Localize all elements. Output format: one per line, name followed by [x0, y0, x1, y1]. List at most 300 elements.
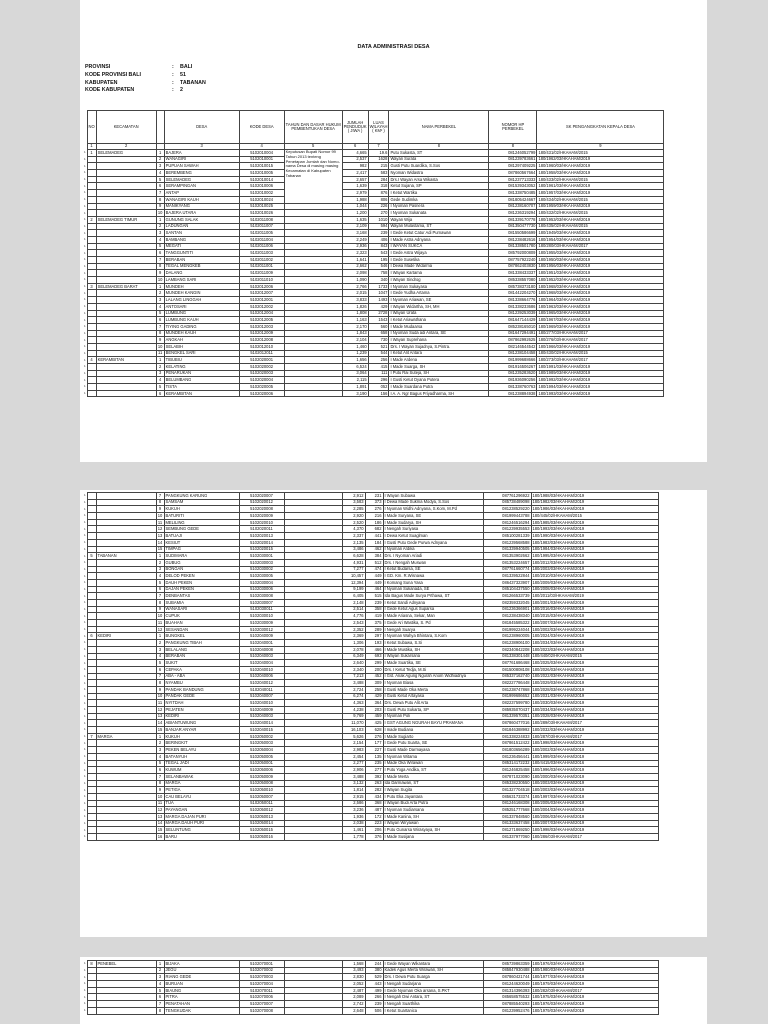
area: 309	[365, 680, 383, 687]
legal-basis	[284, 807, 342, 814]
kode-desa: 5102030003	[239, 559, 284, 566]
kecamatan-name	[96, 559, 156, 566]
population: 2,115	[342, 377, 368, 384]
table-row	[84, 330, 664, 337]
desa-name: CEPAKA	[164, 666, 239, 673]
kode-desa: 5102012010	[239, 343, 284, 350]
row-marker: 1	[84, 586, 86, 591]
table-row	[84, 646, 658, 653]
phone-number: 087860421744	[483, 974, 531, 981]
kode-desa: 5102010015	[239, 163, 284, 170]
row-marker: 1	[84, 170, 86, 175]
kecamatan-name	[96, 377, 156, 384]
phone-number: 081236319294	[489, 210, 537, 217]
row-marker: 1	[84, 774, 86, 779]
table-row	[84, 967, 658, 974]
area: 186	[365, 519, 383, 526]
perbekel-name: I Made Mudaarsa	[389, 323, 489, 330]
phone-number: 085738373180	[489, 283, 537, 290]
sk-number: 180/1993/03/HKAHAM/2019	[537, 390, 664, 397]
desa-name: TEGAL MENGKEB	[164, 263, 239, 270]
kecamatan-name	[96, 626, 156, 633]
desa-name: RIANG GEDE	[164, 974, 239, 981]
area: 464	[365, 586, 383, 593]
kecamatan-name	[96, 310, 156, 317]
population: 2,520	[342, 519, 365, 526]
perbekel-name: I Ketut Ariawathana	[389, 317, 489, 324]
legal-basis	[284, 586, 342, 593]
kode-desa: 5102011006	[239, 243, 284, 250]
phone-number: 081238482616	[489, 236, 537, 243]
row-marker: 1	[84, 290, 86, 295]
kecamatan-number	[87, 1007, 96, 1014]
kecamatan-number: 5	[87, 553, 96, 560]
row-marker: 1	[84, 560, 86, 565]
area: 052	[368, 384, 389, 391]
perbekel-name: I Made Ariasna, Sekar, Man	[383, 613, 483, 620]
table-row	[84, 693, 658, 700]
perbekel-name: I Nyoman Wahya Bhintara, S.Kom	[383, 633, 483, 640]
perbekel-name: I Made Sudarya, SH	[383, 519, 483, 526]
desa-number: 5	[156, 987, 164, 994]
sk-number: 180/433/02/HKAHAM/2015	[537, 176, 664, 183]
kode-desa: 5102010001	[239, 156, 284, 163]
area: 843	[368, 243, 389, 250]
perbekel-name: Nyoman Widastra	[389, 170, 489, 177]
phone-number: 085847930488	[483, 967, 531, 974]
kecamatan-name	[96, 686, 156, 693]
legal-basis	[284, 820, 342, 827]
table-row	[84, 1007, 658, 1014]
sk-number: 180/2009/03/HKAHAM/2019	[531, 579, 658, 586]
table-row	[84, 196, 664, 203]
phone-number: 082227786448	[483, 680, 531, 687]
kecamatan-number	[87, 297, 96, 304]
perbekel-name: I Komang Suna Yasa	[383, 579, 483, 586]
perbekel-name: Ida Bagus Made Surya Prthawa, ST	[383, 593, 483, 600]
row-marker: 1	[84, 506, 86, 511]
legal-basis	[284, 780, 342, 787]
row-marker: 1	[84, 620, 86, 625]
kode-desa: 5102030007	[239, 600, 284, 607]
table-row	[84, 317, 664, 324]
population: 2,742	[342, 1001, 365, 1008]
row-marker: 1	[84, 197, 86, 202]
perbekel-name: I Nyoman Witama	[383, 753, 483, 760]
kecamatan-name	[96, 834, 156, 841]
kecamatan-name	[96, 539, 156, 546]
kecamatan-name	[96, 747, 156, 754]
kode-desa: 5102040008	[239, 646, 284, 653]
desa-name: PUPUAN SAWAH	[164, 163, 239, 170]
desa-name: TUA	[164, 800, 239, 807]
desa-name: DENBANTAS	[164, 593, 239, 600]
desa-name: KESIUT	[164, 539, 239, 546]
kode-desa: 5102011004	[239, 236, 284, 243]
kode-desa: 5102011010	[239, 277, 284, 284]
population: 1,778	[342, 834, 365, 841]
table-row	[84, 243, 664, 250]
sk-number: 180/2012/03/HKAHAM/2019	[531, 559, 658, 566]
row-marker: 1	[84, 800, 86, 805]
row-marker: 1	[84, 607, 86, 612]
kecamatan-number	[87, 773, 96, 780]
meta-label: KODE PROVINSI BALI	[85, 71, 141, 78]
phone-number: 081246168308	[483, 800, 531, 807]
table-row	[84, 593, 658, 600]
area: 682	[365, 526, 383, 533]
kecamatan-name	[96, 820, 156, 827]
perbekel-name: I Wayan Wiryawan	[383, 820, 483, 827]
table-row	[84, 700, 658, 707]
desa-name: BELALANG	[164, 646, 239, 653]
legal-basis	[284, 787, 342, 794]
phone-number: 081239952476	[483, 1007, 531, 1014]
kode-desa: 5102050016	[239, 834, 284, 841]
table-row	[84, 337, 664, 344]
sk-number: 180/1998/03/HKAHAM/2019	[531, 740, 658, 747]
kecamatan-number	[87, 370, 96, 377]
kecamatan-name	[96, 707, 156, 714]
sk-number: 180/1966/03/HKAHAM/2019	[537, 343, 664, 350]
table-row	[84, 613, 658, 620]
legal-basis	[284, 686, 342, 693]
area: 235	[365, 760, 383, 767]
legal-basis	[284, 377, 342, 384]
area: 266	[365, 994, 383, 1001]
desa-name: PANGKUNG KARUNG	[164, 493, 239, 500]
kecamatan-number	[87, 620, 96, 627]
legal-basis	[284, 499, 342, 506]
column-number: 5	[284, 144, 342, 150]
row-marker: 1	[84, 526, 86, 531]
perbekel-name: I Nyoman Ardika	[383, 546, 483, 553]
sk-number: 180/432/02/HKAHAM/2015	[537, 210, 664, 217]
kecamatan-name	[96, 263, 156, 270]
desa-number: 14	[157, 720, 163, 726]
desa-name: SAMSAM	[164, 499, 239, 506]
legal-basis	[284, 727, 342, 734]
population: 3,833	[342, 297, 368, 304]
table-row	[84, 760, 658, 767]
phone-number: 081999443788	[483, 513, 531, 520]
population: 1,460	[342, 343, 368, 350]
perbekel-name: I Ketut Budarsa, SE	[383, 566, 483, 573]
kode-desa: 5102020011	[239, 526, 284, 533]
legal-basis	[284, 707, 342, 714]
desa-number: 15	[157, 546, 163, 552]
desa-name: BATUAJI	[164, 533, 239, 540]
perbekel-name: I Gst. Anak Agung Ngurah Anom Widhiadnya	[383, 673, 483, 680]
desa-number: 8	[156, 1007, 164, 1014]
sk-number: 180/1977/03/HKAHAM/2019	[531, 974, 658, 981]
area: 111	[368, 370, 389, 377]
perbekel-name: I Gusti Putu Gede Purwa Adnyana	[383, 539, 483, 546]
perbekel-name: I Gusti Ketut Dyana Putera	[389, 377, 489, 384]
kecamatan-name	[96, 673, 156, 680]
kecamatan-name	[96, 384, 156, 391]
population: 2,015	[342, 290, 368, 297]
kecamatan-number	[87, 176, 96, 183]
legal-basis	[284, 747, 342, 754]
kode-desa: 5102012003	[239, 323, 284, 330]
population: 1,808	[342, 310, 368, 317]
perbekel-name: I Wayan Subawa	[383, 493, 483, 500]
desa-name: BAJERA UTARA	[164, 210, 239, 217]
phone-number: 081235283620	[489, 370, 537, 377]
table-row	[84, 773, 658, 780]
meta-row	[85, 80, 206, 88]
kecamatan-name	[96, 526, 156, 533]
perbekel-name: I Gusti Ketut Artayasa	[383, 693, 483, 700]
area: 529	[365, 974, 383, 981]
kecamatan-name	[96, 566, 156, 573]
sk-number: 180/2005/03/HKAHAM/2019	[531, 800, 658, 807]
kecamatan-number	[87, 323, 96, 330]
kode-desa: 5102010005	[239, 170, 284, 177]
kecamatan-number	[87, 546, 96, 553]
legal-basis	[284, 733, 342, 740]
table-row	[84, 163, 664, 170]
kecamatan-number	[87, 337, 96, 344]
legal-basis	[284, 257, 342, 264]
table-row	[84, 793, 658, 800]
table-row	[84, 620, 658, 627]
perbekel-name: I Made Suryana, SE	[383, 513, 483, 520]
sk-number: 180/286/03/HKAHAM/2017	[531, 834, 658, 841]
desa-number: 3	[156, 974, 164, 981]
table-row	[84, 660, 658, 667]
desa-name: BERABAN	[164, 257, 239, 264]
kecamatan-name	[96, 243, 156, 250]
kecamatan-name	[96, 370, 156, 377]
table-row	[84, 270, 664, 277]
desa-number: 6	[156, 767, 164, 774]
desa-name: MARGA	[164, 780, 239, 787]
perbekel-name: I WAYAN SUKCA	[389, 243, 489, 250]
sk-number: 180/2016/03/HKAHAM/2019	[531, 606, 658, 613]
desa-name: PEKEN BELAYU	[164, 747, 239, 754]
desa-number: 5	[156, 384, 164, 391]
kecamatan-name	[96, 579, 156, 586]
kecamatan-name	[96, 250, 156, 257]
row-marker: 1	[84, 821, 86, 826]
perbekel-name: I Gusti Made Oka Merta	[383, 686, 483, 693]
row-marker: 1	[84, 250, 86, 255]
table-row	[84, 377, 664, 384]
kode-desa: 5102011002	[239, 257, 284, 264]
legal-basis	[284, 626, 342, 633]
kecamatan-number	[87, 1001, 96, 1008]
kecamatan-name: KERAMBITAN	[96, 357, 156, 364]
kecamatan-name	[96, 613, 156, 620]
legal-basis	[284, 573, 342, 580]
sk-number: 180/2003/03/HKAHAM/2019	[531, 780, 658, 787]
desa-name: BARU	[164, 834, 239, 841]
desa-number: 3	[156, 646, 164, 653]
desa-name: SERAMPINGAN	[164, 183, 239, 190]
area: 876	[368, 190, 389, 197]
table-row	[84, 216, 664, 223]
legal-basis	[284, 613, 342, 620]
area: 425	[365, 720, 383, 727]
desa-number: 8	[156, 330, 164, 337]
kecamatan-name	[96, 814, 156, 821]
sk-number: 180/1968/03/HKAHAM/2019	[537, 283, 664, 290]
kecamatan-name	[96, 700, 156, 707]
column-header: LUAS WILAYAH ( KM² )	[368, 111, 389, 144]
desa-number: 13	[157, 813, 163, 819]
phone-number: 085738489098	[483, 499, 531, 506]
row-marker: 1	[84, 680, 86, 685]
table-row	[84, 250, 664, 257]
table-row	[84, 203, 664, 210]
row-marker: 1	[84, 693, 86, 698]
desa-name: SANTAN	[164, 230, 239, 237]
kecamatan-name: SELEMADEG	[96, 150, 156, 157]
population: 2,052	[342, 981, 365, 988]
kecamatan-number	[87, 377, 96, 384]
row-marker: 1	[84, 834, 86, 839]
desa-number: 10	[157, 209, 163, 215]
kecamatan-name	[96, 593, 156, 600]
perbekel-name: I Wayan Kartama	[389, 270, 489, 277]
row-marker: 1	[84, 310, 86, 315]
desa-number: 6	[156, 994, 164, 1001]
kecamatan-number: 2	[87, 216, 96, 223]
row-marker: 1	[84, 500, 86, 505]
table-row	[84, 686, 658, 693]
population: 4,776	[342, 613, 365, 620]
perbekel-name: Drs. I Nyoman Ariadi	[383, 553, 483, 560]
sk-number: 180/2001/03/HKAHAM/2019	[531, 600, 658, 607]
kecamatan-name: KEDIRI	[96, 633, 156, 640]
kecamatan-number	[87, 820, 96, 827]
population: 2,089	[342, 994, 365, 1001]
sk-number: 180/1976/03/HKAHAM/2019	[531, 1001, 658, 1008]
population: 9,199	[342, 586, 365, 593]
desa-number: 8	[156, 780, 164, 787]
area: 594	[368, 223, 389, 230]
desa-name: KEDIRI	[164, 713, 239, 720]
area: 282	[365, 787, 383, 794]
kecamatan-name: SELEMADEG BARAT	[96, 283, 156, 290]
area: 239	[365, 1001, 383, 1008]
sk-number: 180/1964/03/HKAHAM/2019	[537, 297, 664, 304]
kode-desa: 5102012009	[239, 330, 284, 337]
kode-desa: 5102030009	[239, 620, 284, 627]
kode-desa: 5102011007	[239, 223, 284, 230]
population: 4,370	[342, 526, 365, 533]
perbekel-name: I Ketut Subawa, S.Si	[383, 640, 483, 647]
row-marker: 1	[84, 493, 86, 498]
sk-number: 180/1996/03/HKAHAM/2019	[531, 767, 658, 774]
phone-number: 087862992625	[489, 337, 537, 344]
sk-number: 180/1986/03/HKAHAM/2019	[531, 506, 658, 513]
phone-number: 081916506267	[489, 364, 537, 371]
legal-basis	[284, 310, 342, 317]
desa-name: BIAUNG	[164, 987, 239, 994]
desa-name: BANJAR ANYAR	[164, 727, 239, 734]
legal-basis	[284, 533, 342, 540]
phone-number: 081337977060	[483, 834, 531, 841]
population: 2,920	[342, 513, 365, 520]
perbekel-name: I Gede Ketut Catur Adi Purnawan	[389, 230, 489, 237]
legal-basis	[284, 793, 342, 800]
kode-desa: 5102010014	[239, 176, 284, 183]
kode-desa: 5102030010	[239, 613, 284, 620]
row-marker: 1	[84, 223, 86, 228]
kode-desa: 5102020005	[239, 384, 284, 391]
sk-number: 180/1998/03/HKAHAM/2019	[531, 827, 658, 834]
legal-basis	[284, 263, 342, 270]
table-row	[84, 961, 658, 968]
table-row	[84, 827, 658, 834]
kecamatan-number: 7	[87, 733, 96, 740]
desa-name: MUNDEH	[164, 283, 239, 290]
meta-colon: :	[172, 87, 174, 94]
population: 2,337	[342, 533, 365, 540]
kecamatan-number	[87, 566, 96, 573]
kode-desa: 5102020009	[239, 513, 284, 520]
desa-name: BENGKEL SARI	[164, 350, 239, 357]
kecamatan-number	[87, 807, 96, 814]
phone-number: 081239253039	[489, 310, 537, 317]
kecamatan-name: SELEMADEG TIMUR	[96, 216, 156, 223]
desa-name: BATURITI	[164, 513, 239, 520]
area: 375	[365, 620, 383, 627]
row-marker: 1	[84, 317, 86, 322]
legal-basis	[284, 330, 342, 337]
sk-number: 180/1979/03/HKAHAM/2019	[531, 981, 658, 988]
phone-number: 087885540293	[483, 1001, 531, 1008]
meta-label: PROVINSI	[85, 64, 111, 70]
sk-number: 180/435/02/HKAHAM/2015	[537, 223, 664, 230]
perbekel-name: I Wayan Sukarsana	[383, 653, 483, 660]
desa-name: DALANG	[164, 270, 239, 277]
legal-basis	[284, 337, 342, 344]
population: 7,213	[342, 673, 365, 680]
area: 515	[365, 593, 383, 600]
perbekel-name: I Ketut Wartika	[389, 190, 489, 197]
sk-number: 180/440/02/HKAHAM/2015	[531, 653, 658, 660]
kode-desa: 5102030011	[239, 606, 284, 613]
table-row	[84, 223, 664, 230]
legal-basis	[284, 559, 342, 566]
column-header: SK PENGANGKATAN KEPALA DESA	[537, 111, 664, 144]
desa-number: 12	[157, 526, 163, 532]
table-row	[84, 994, 658, 1001]
desa-number: 8	[156, 196, 164, 203]
legal-basis	[284, 223, 342, 230]
sk-number: 180/2011/03/HKAHAM/2019	[531, 593, 658, 600]
table-row	[84, 170, 664, 177]
population: 6,274	[342, 693, 365, 700]
desa-name: PETIGA	[164, 787, 239, 794]
legal-basis	[284, 579, 342, 586]
sk-number: 180/289/03/HKAHAM/2017	[531, 720, 658, 727]
kode-desa: 5102070007	[239, 1001, 284, 1008]
row-marker: 1	[84, 520, 86, 525]
row-marker: 1	[84, 687, 86, 692]
area: 263	[365, 780, 383, 787]
perbekel-name: I Made Oka Wirawan	[383, 760, 483, 767]
area: 546	[368, 263, 389, 270]
desa-name: MUNDEH KANGIN	[164, 290, 239, 297]
area: 512	[365, 559, 383, 566]
area: 1628	[368, 156, 389, 163]
population: 1,163	[342, 317, 368, 324]
